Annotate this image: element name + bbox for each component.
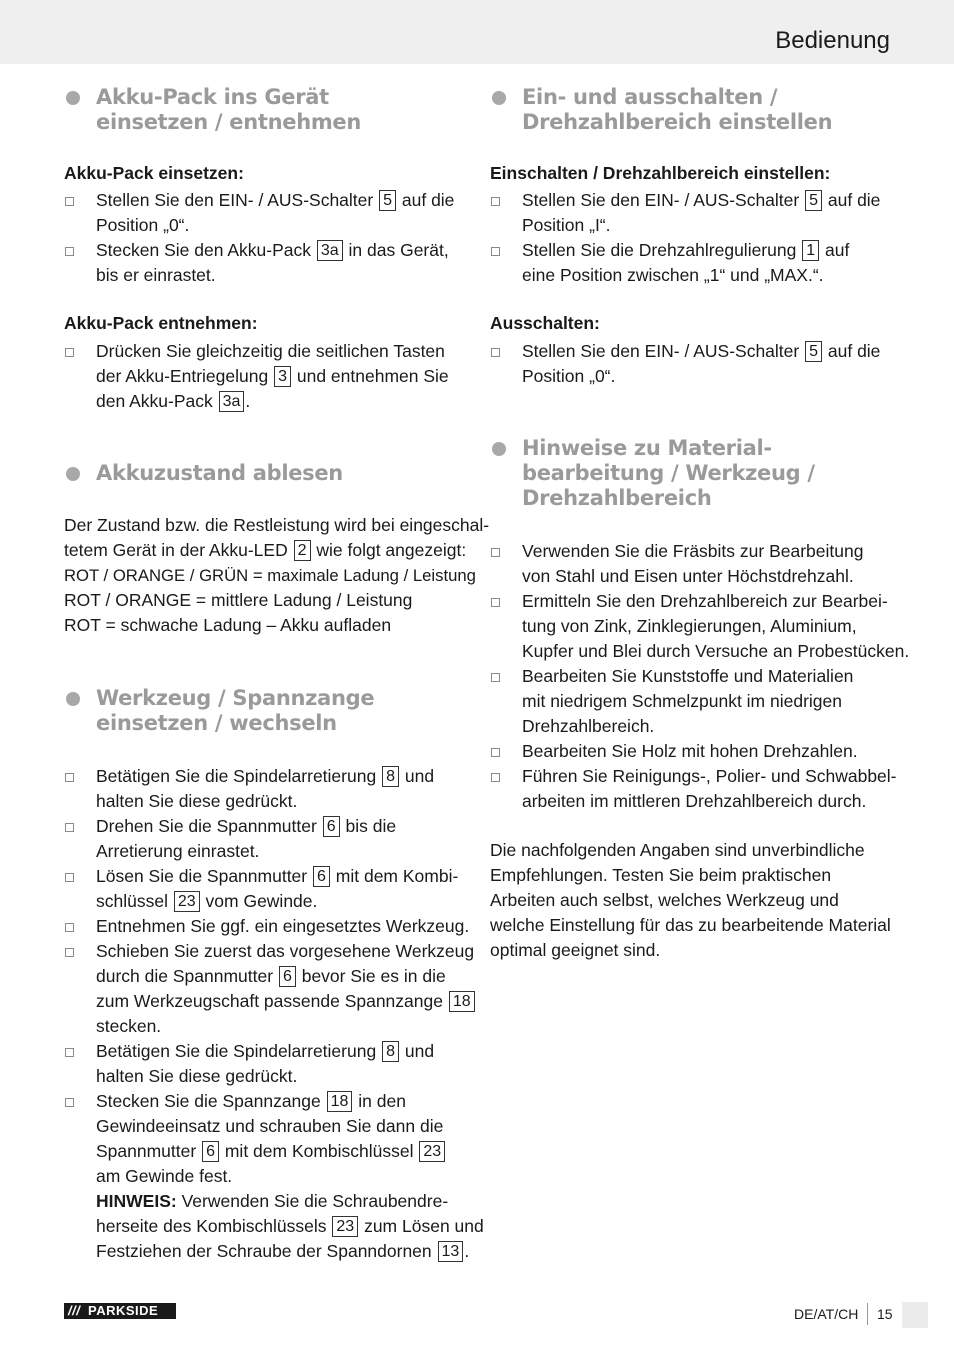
part-reference: 18	[327, 1091, 353, 1112]
list-text: Festziehen der Schraube der Spanndornen	[96, 1241, 432, 1261]
list-text: auf die	[827, 341, 881, 361]
list-text: auf die	[401, 190, 455, 210]
list-text: halten Sie diese gedrückt.	[96, 1066, 298, 1086]
list-item-line	[96, 1164, 232, 1189]
list-text: Lösen Sie die Spannmutter	[96, 866, 308, 886]
list-text: Stellen Sie den EIN- / AUS-Schalter	[96, 190, 374, 210]
list-bullet-square-icon	[65, 923, 74, 932]
list-bullet-square-icon	[491, 748, 500, 757]
list-item-line	[96, 213, 189, 238]
list-text: und	[404, 766, 435, 786]
part-reference: 23	[419, 1141, 445, 1162]
list-text: .	[245, 391, 251, 411]
footer-country-codes: DE/AT/CH	[794, 1306, 859, 1322]
part-reference: 8	[382, 1041, 399, 1062]
section-title-hinweise: Hinweise zu Material- bearbeitung / Werkzeug / Drehzahlbereich	[522, 436, 815, 510]
list-bullet-square-icon	[491, 247, 500, 256]
page-number: 15	[877, 1306, 893, 1322]
list-text: am Gewinde fest.	[96, 1166, 233, 1186]
list-text: mit niedrigem Schmelzpunkt im niedrigen	[522, 691, 842, 711]
part-reference: 18	[449, 991, 475, 1012]
list-text: Verwenden Sie die Fräsbits zur Bearbeitung	[522, 541, 864, 561]
list-bullet-square-icon	[65, 873, 74, 882]
list-bullet-square-icon	[491, 773, 500, 782]
list-text: Schieben Sie zuerst das vorgesehene Werkzeug	[96, 941, 475, 961]
list-text: Kupfer und Blei durch Versuche an Probestücken.	[522, 641, 910, 661]
footer-divider	[867, 1303, 868, 1325]
list-item-line	[522, 539, 863, 564]
list-text: Drehen Sie die Spannmutter	[96, 816, 317, 836]
subheading-akku-einsetzen: Akku-Pack einsetzen:	[64, 163, 244, 183]
list-text: Position „0“.	[96, 215, 190, 235]
part-reference: 6	[202, 1141, 219, 1162]
list-text: den Akku-Pack	[96, 391, 213, 411]
list-item-line	[96, 1114, 443, 1139]
recommendation-paragraph-line: Die nachfolgenden Angaben sind unverbindliche	[490, 840, 865, 860]
list-item-line	[522, 564, 854, 589]
section-title-akku-pack: Akku-Pack ins Gerät einsetzen / entnehmen	[96, 85, 362, 134]
list-text: Stellen Sie die Drehzahlregulierung	[522, 240, 797, 260]
section-title-werkzeug: Werkzeug / Spannzange einsetzen / wechseln	[96, 686, 375, 735]
subheading-ausschalten: Ausschalten:	[490, 313, 600, 333]
page-title: Bedienung	[775, 27, 890, 54]
list-text: und	[404, 1041, 435, 1061]
list-text: bis die	[345, 816, 397, 836]
list-text: in den	[358, 1091, 406, 1111]
part-reference: 6	[323, 816, 340, 837]
list-bullet-square-icon	[65, 948, 74, 957]
recommendation-paragraph-line: Arbeiten auch selbst, welches Werkzeug und	[490, 890, 839, 910]
akkuzustand-text-line: ROT / ORANGE / GRÜN = maximale Ladung / Leistung	[64, 566, 476, 585]
list-text: mit dem Kombi-	[335, 866, 459, 886]
list-text: und entnehmen Sie	[296, 366, 449, 386]
list-item-line	[96, 789, 297, 814]
list-bullet-square-icon	[65, 247, 74, 256]
part-reference: 5	[805, 341, 822, 362]
section-bullet-icon	[66, 692, 80, 706]
list-item-line	[522, 664, 853, 689]
list-item-line	[96, 1214, 484, 1239]
list-item-line	[522, 739, 858, 764]
list-bullet-square-icon	[65, 197, 74, 206]
list-item-line	[96, 964, 446, 989]
list-item-line	[96, 238, 449, 263]
list-bullet-square-icon	[65, 348, 74, 357]
list-text: Ermitteln Sie den Drehzahlbereich zur Bearbei-	[522, 591, 888, 611]
list-item-line	[96, 1139, 446, 1164]
list-item-line	[522, 714, 654, 739]
part-reference: 2	[294, 540, 311, 561]
list-text: halten Sie diese gedrückt.	[96, 791, 298, 811]
list-item-line	[96, 1064, 297, 1089]
list-text: Gewindeeinsatz und schrauben Sie dann die	[96, 1116, 444, 1136]
part-reference: 3a	[317, 240, 343, 261]
part-reference: 6	[279, 966, 296, 987]
list-text: Bearbeiten Sie Kunststoffe und Materialien	[522, 666, 854, 686]
section-bullet-icon	[492, 91, 506, 105]
list-text: Arretierung einrastet.	[96, 841, 260, 861]
parkside-logo: /// PARKSIDE	[64, 1303, 176, 1319]
part-reference: 5	[805, 190, 822, 211]
list-bullet-square-icon	[491, 673, 500, 682]
list-item-line	[522, 213, 611, 238]
akkuzustand-text-line: Der Zustand bzw. die Restleistung wird bei eingeschal-	[64, 515, 490, 535]
footer-tab-marker	[902, 1302, 928, 1328]
list-item-line	[96, 188, 454, 213]
list-text: vom Gewinde.	[205, 891, 318, 911]
list-text: Betätigen Sie die Spindelarretierung	[96, 1041, 377, 1061]
list-text: zum Werkzeugschaft passende Spannzange	[96, 991, 443, 1011]
list-item-line	[522, 589, 888, 614]
list-text: Position „I“.	[522, 215, 611, 235]
list-text: mit dem Kombischlüssel	[224, 1141, 414, 1161]
list-text: von Stahl und Eisen unter Höchstdrehzahl.	[522, 566, 854, 586]
list-text: bevor Sie es in die	[301, 966, 446, 986]
list-item-line	[522, 339, 880, 364]
list-item-line	[96, 364, 449, 389]
list-text: Stecken Sie die Spannzange	[96, 1091, 321, 1111]
list-text: Verwenden Sie die Schraubendre-	[181, 1191, 449, 1211]
list-text: schlüssel	[96, 891, 168, 911]
list-item-line	[522, 764, 897, 789]
list-text: .	[464, 1241, 470, 1261]
list-item-line	[96, 389, 250, 414]
list-text: eine Position zwischen „1“ und „MAX.“.	[522, 265, 824, 285]
list-bullet-square-icon	[491, 197, 500, 206]
list-text: Drehzahlbereich.	[522, 716, 655, 736]
list-item-line	[96, 889, 317, 914]
list-bullet-square-icon	[491, 598, 500, 607]
list-item-line	[522, 238, 849, 263]
list-item-line	[522, 263, 824, 288]
list-item-line	[522, 639, 909, 664]
part-reference: 13	[438, 1241, 464, 1262]
list-item-line	[96, 814, 396, 839]
list-text: Entnehmen Sie ggf. ein eingesetztes Werkzeug.	[96, 916, 470, 936]
list-item-line	[96, 1089, 406, 1114]
list-item-line	[522, 188, 880, 213]
list-text: Führen Sie Reinigungs-, Polier- und Schwabbel-	[522, 766, 897, 786]
list-text: Stecken Sie den Akku-Pack	[96, 240, 311, 260]
list-item-line	[522, 614, 857, 639]
hinweis-label: HINWEIS:	[96, 1191, 177, 1211]
list-bullet-square-icon	[65, 823, 74, 832]
list-text: Bearbeiten Sie Holz mit hohen Drehzahlen.	[522, 741, 858, 761]
akkuzustand-text-line: tetem Gerät in der Akku-LED 2 wie folgt angezeigt:	[64, 540, 467, 560]
akkuzustand-text-line: ROT = schwache Ladung – Akku aufladen	[64, 615, 392, 635]
list-text: zum Lösen und	[364, 1216, 484, 1236]
section-bullet-icon	[492, 442, 506, 456]
subheading-akku-entnehmen: Akku-Pack entnehmen:	[64, 313, 258, 333]
list-item-line	[96, 939, 474, 964]
part-reference: 5	[379, 190, 396, 211]
list-item-line	[96, 839, 259, 864]
list-text: Stellen Sie den EIN- / AUS-Schalter	[522, 190, 800, 210]
list-text: Betätigen Sie die Spindelarretierung	[96, 766, 377, 786]
list-item-line	[96, 764, 434, 789]
list-item-line	[96, 263, 216, 288]
list-item-line	[96, 1039, 434, 1064]
list-text: Stellen Sie den EIN- / AUS-Schalter	[522, 341, 800, 361]
list-text: herseite des Kombischlüssels	[96, 1216, 327, 1236]
list-text: Position „0“.	[522, 366, 616, 386]
akkuzustand-text-line: ROT / ORANGE = mittlere Ladung / Leistung	[64, 590, 413, 610]
list-text: Drücken Sie gleichzeitig die seitlichen Tasten	[96, 341, 445, 361]
list-text: Spannmutter	[96, 1141, 197, 1161]
list-item-line	[96, 864, 458, 889]
list-text: arbeiten im mittleren Drehzahlbereich durch.	[522, 791, 867, 811]
list-text: auf die	[827, 190, 881, 210]
list-text: bis er einrastet.	[96, 265, 216, 285]
part-reference: 8	[382, 766, 399, 787]
list-text: in das Gerät,	[348, 240, 449, 260]
list-bullet-square-icon	[65, 1048, 74, 1057]
list-item-line	[96, 1014, 161, 1039]
subheading-einschalten: Einschalten / Drehzahlbereich einstellen:	[490, 163, 831, 183]
part-reference: 3	[274, 366, 291, 387]
list-item-line	[96, 914, 469, 939]
section-title-akkuzustand: Akkuzustand ablesen	[96, 461, 343, 485]
list-item-line	[522, 789, 866, 814]
list-text: durch die Spannmutter	[96, 966, 274, 986]
part-reference: 23	[332, 1216, 358, 1237]
list-item-line	[522, 689, 842, 714]
part-reference: 3a	[219, 391, 245, 412]
part-reference: 6	[313, 866, 330, 887]
list-item-line	[96, 989, 476, 1014]
list-text: auf	[825, 240, 850, 260]
list-text: tung von Zink, Zinklegierungen, Aluminium,	[522, 616, 857, 636]
list-bullet-square-icon	[65, 773, 74, 782]
list-bullet-square-icon	[491, 348, 500, 357]
recommendation-paragraph-line: Empfehlungen. Testen Sie beim praktischen	[490, 865, 832, 885]
list-bullet-square-icon	[65, 1098, 74, 1107]
list-bullet-square-icon	[491, 548, 500, 557]
list-item-line	[522, 364, 615, 389]
part-reference: 1	[802, 240, 819, 261]
section-bullet-icon	[66, 467, 80, 481]
list-item-line	[96, 339, 445, 364]
part-reference: 23	[174, 891, 200, 912]
section-bullet-icon	[66, 91, 80, 105]
list-item-line	[96, 1189, 448, 1214]
list-text: stecken.	[96, 1016, 162, 1036]
list-text: der Akku-Entriegelung	[96, 366, 269, 386]
section-title-ein-ausschalten: Ein- und ausschalten / Drehzahlbereich einstellen	[522, 85, 833, 134]
list-item-line	[96, 1239, 469, 1264]
recommendation-paragraph-line: welche Einstellung für das zu bearbeitende Material	[490, 915, 891, 935]
recommendation-paragraph-line: optimal geeignet sind.	[490, 940, 661, 960]
